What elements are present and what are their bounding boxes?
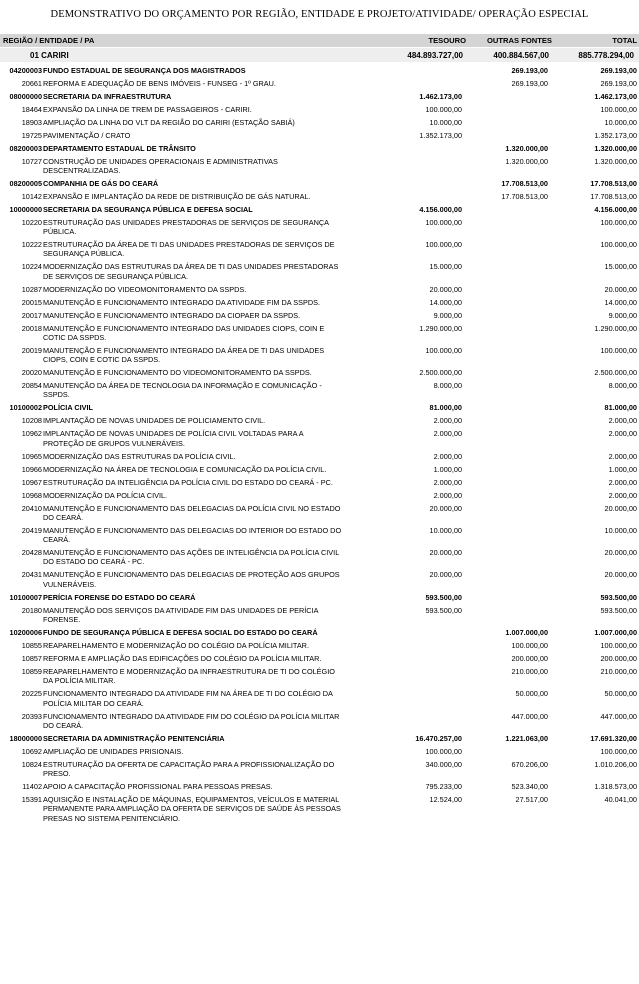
row-tesouro [342, 66, 462, 75]
row-total: 20.000,00 [604, 503, 637, 513]
row-tesouro: 2.000,00 [433, 429, 462, 439]
row-code: 10962 [21, 429, 42, 439]
row-tesouro: 15.000,00 [429, 262, 462, 272]
row-code: 10727 [21, 156, 42, 166]
row-total: 1.320.000,00 [594, 156, 637, 166]
project-row [0, 368, 639, 377]
row-outras-fontes: 100.000,00 [511, 641, 548, 650]
row-outras-fontes: 1.320.000,00 [505, 143, 548, 153]
row-total: 4.156.000,00 [594, 204, 637, 214]
row-outras-fontes [462, 747, 548, 756]
row-outras-fontes [462, 593, 548, 602]
row-description: CONSTRUÇÃO DE UNIDADES OPERACIONAIS E ADMINISTRATIVAS DESCENTRALIZADAS. [43, 156, 278, 175]
row-code: 20015 [21, 297, 42, 307]
row-code: 10824 [21, 759, 42, 769]
row-description: PERÍCIA FORENSE DO ESTADO DO CEARÁ [43, 592, 196, 602]
row-outras-fontes: 1.007.000,00 [505, 628, 548, 638]
row-tesouro: 100.000,00 [425, 240, 462, 250]
row-code: 20225 [21, 689, 42, 699]
row-total: 100.000,00 [600, 746, 637, 756]
row-outras-fontes [462, 403, 548, 412]
row-tesouro: 14.000,00 [429, 297, 462, 307]
row-outras-fontes [462, 105, 548, 114]
row-total: 2.000,00 [608, 416, 637, 426]
project-row [0, 381, 639, 400]
row-tesouro [342, 628, 462, 637]
row-code: 10857 [21, 653, 42, 663]
entity-row [0, 144, 639, 153]
project-row [0, 311, 639, 320]
row-description: MANUTENÇÃO E FUNCIONAMENTO INTEGRADO DAS UNIDADES CIOPS, COIN E COTIC DA SSPDS. [43, 323, 325, 342]
row-code: 20419 [21, 525, 42, 535]
row-description: IMPLANTAÇÃO DE NOVAS UNIDADES DE POLICIAMENTO CIVIL. [43, 416, 266, 426]
row-outras-fontes [462, 465, 548, 474]
row-description: MANUTENÇÃO DA ÁREA DE TECNOLOGIA DA INFORMAÇÃO E COMUNICAÇÃO - SSPDS. [43, 381, 322, 400]
row-outras-fontes: 200.000,00 [511, 653, 548, 663]
project-row [0, 465, 639, 474]
region-name: 01 CARIRI [30, 50, 69, 60]
row-outras-fontes: 523.340,00 [511, 782, 548, 792]
entity-row [0, 593, 639, 602]
row-total: 1.010.206,00 [594, 759, 637, 769]
row-total: 17.691.320,00 [590, 733, 637, 743]
row-tesouro: 2.000,00 [433, 477, 462, 487]
row-code: 15391 [21, 795, 42, 805]
row-outras-fontes [462, 118, 548, 127]
row-description: MODERNIZAÇÃO DAS ESTRUTURAS DA POLÍCIA CIVIL. [43, 451, 236, 461]
row-code: 10855 [21, 641, 42, 650]
row-description: ESTRUTURAÇÃO DA OFERTA DE CAPACITAÇÃO PARA A PROFISSIONALIZAÇÃO DO PRESO. [43, 759, 335, 779]
row-code: 10287 [21, 284, 42, 294]
row-outras-fontes [462, 324, 548, 343]
row-total: 20.000,00 [604, 284, 637, 294]
row-description: SECRETARIA DA SEGURANÇA PÚBLICA E DEFESA SOCIAL [43, 204, 253, 214]
row-description: FUNCIONAMENTO INTEGRADO DA ATIVIDADE FIM DO COLÉGIO DA POLÍCIA MILITAR DO CEARÁ. [43, 711, 340, 730]
project-row [0, 416, 639, 425]
row-outras-fontes [462, 452, 548, 461]
row-description: MANUTENÇÃO E FUNCIONAMENTO INTEGRADO DA CIOPAER DA SSPDS. [43, 310, 301, 320]
row-description: SECRETARIA DA ADMINISTRAÇÃO PENITENCIÁRIA [43, 733, 225, 743]
entity-row [0, 179, 639, 188]
project-row [0, 712, 639, 731]
row-total: 2.000,00 [608, 490, 637, 500]
row-outras-fontes [462, 416, 548, 425]
row-description: IMPLANTAÇÃO DE NOVAS UNIDADES DE POLÍCIA CIVIL VOLTADAS PARA A PROTEÇÃO DE GRUPOS VULNERÁVEIS. [43, 429, 304, 448]
row-code: 18903 [21, 117, 42, 127]
row-code: 20393 [21, 711, 42, 721]
row-description: MANUTENÇÃO DOS SERVIÇOS DA ATIVIDADE FIM DAS UNIDADES DE PERÍCIA FORENSE. [43, 605, 319, 625]
row-outras-fontes: 269.193,00 [511, 78, 548, 88]
row-total: 1.462.173,00 [594, 91, 637, 101]
row-description: SECRETARIA DA INFRAESTRUTURA [43, 91, 172, 101]
row-tesouro: 16.470.257,00 [415, 733, 462, 743]
row-outras-fontes [462, 262, 548, 281]
project-row [0, 240, 639, 259]
row-tesouro: 20.000,00 [429, 503, 462, 513]
row-total: 1.352.173,00 [594, 130, 637, 140]
row-tesouro: 1.000,00 [433, 464, 462, 474]
row-tesouro: 795.233,00 [425, 782, 462, 792]
row-outras-fontes [462, 570, 548, 589]
row-outras-fontes [462, 218, 548, 237]
row-tesouro [342, 654, 462, 663]
row-description: POLÍCIA CIVIL [43, 403, 93, 413]
row-code: 10100007 [9, 592, 42, 602]
row-code: 08200003 [9, 143, 42, 153]
header-outras-fontes: OUTRAS FONTES [487, 36, 552, 45]
row-outras-fontes [462, 504, 548, 523]
row-outras-fontes: 17.708.513,00 [501, 178, 548, 188]
row-description: MANUTENÇÃO E FUNCIONAMENTO DO VIDEOMONITORAMENTO DA SSPDS. [43, 368, 312, 378]
row-total: 100.000,00 [600, 217, 637, 227]
header-total: TOTAL [612, 36, 637, 45]
project-row [0, 606, 639, 625]
row-outras-fontes: 1.320.000,00 [505, 156, 548, 166]
row-tesouro: 10.000,00 [429, 525, 462, 535]
project-row [0, 760, 639, 779]
row-total: 200.000,00 [600, 653, 637, 663]
row-tesouro [342, 79, 462, 88]
row-total: 10.000,00 [604, 525, 637, 535]
row-tesouro: 2.000,00 [433, 451, 462, 461]
project-row [0, 157, 639, 176]
row-total: 1.320.000,00 [594, 143, 637, 153]
row-outras-fontes [462, 298, 548, 307]
row-tesouro: 1.352.173,00 [419, 130, 462, 140]
header-name: REGIÃO / ENTIDADE / PA [3, 36, 95, 45]
project-row [0, 504, 639, 523]
row-total: 10.000,00 [604, 117, 637, 127]
row-tesouro: 100.000,00 [425, 104, 462, 114]
row-description: FUNDO DE SEGURANÇA PÚBLICA E DEFESA SOCIAL DO ESTADO DO CEARÁ [43, 628, 318, 638]
row-code: 18464 [21, 104, 42, 114]
row-tesouro: 100.000,00 [425, 746, 462, 756]
project-row [0, 654, 639, 663]
row-description: REFORMA E ADEQUAÇÃO DE BENS IMÓVEIS - FUNSEG - 1º GRAU. [43, 78, 276, 88]
row-tesouro: 1.462.173,00 [419, 91, 462, 101]
row-description: FUNDO ESTADUAL DE SEGURANÇA DOS MAGISTRADOS [43, 65, 246, 75]
row-total: 210.000,00 [600, 666, 637, 676]
row-description: PAVIMENTAÇÃO / CRATO [43, 130, 131, 140]
row-code: 10220 [21, 217, 42, 227]
row-total: 269.193,00 [600, 65, 637, 75]
row-total: 8.000,00 [608, 381, 637, 391]
row-code: 19725 [21, 130, 42, 140]
row-outras-fontes [462, 606, 548, 625]
row-code: 10100002 [9, 403, 42, 413]
row-tesouro [342, 179, 462, 188]
row-code: 08200005 [9, 178, 42, 188]
row-code: 20019 [21, 345, 42, 355]
row-outras-fontes [462, 131, 548, 140]
row-tesouro: 100.000,00 [425, 217, 462, 227]
row-outras-fontes: 27.517,00 [515, 795, 548, 805]
row-code: 10692 [21, 746, 42, 756]
row-total: 593.500,00 [600, 605, 637, 615]
row-code: 10967 [21, 477, 42, 487]
row-description: AQUISIÇÃO E INSTALAÇÃO DE MÁQUINAS, EQUIPAMENTOS, VEÍCULOS E MATERIAL PERMANENTE PARA AMPLIAÇÃO DA OFERTA DE SERVIÇOS DE SAÚDE ÀS PESSOAS PRESAS NO SISTEMA PENITENCIÁRIO. [43, 795, 341, 823]
row-total: 1.007.000,00 [594, 628, 637, 638]
row-tesouro: 20.000,00 [429, 284, 462, 294]
row-total: 17.708.513,00 [590, 178, 637, 188]
row-tesouro: 8.000,00 [433, 381, 462, 391]
row-code: 20431 [21, 570, 42, 580]
row-total: 593.500,00 [600, 592, 637, 602]
row-code: 10966 [21, 464, 42, 474]
row-code: 20018 [21, 323, 42, 333]
region-total: 885.778.294,00 [578, 50, 634, 60]
row-total: 1.000,00 [608, 464, 637, 474]
row-code: 20017 [21, 310, 42, 320]
project-row [0, 641, 639, 650]
row-description: MODERNIZAÇÃO NA ÁREA DE TECNOLOGIA E COMUNICAÇÃO DA POLÍCIA CIVIL. [43, 464, 327, 474]
row-total: 100.000,00 [600, 641, 637, 650]
row-description: REFORMA E AMPLIAÇÃO DAS EDIFICAÇÕES DO COLÉGIO DA POLÍCIA MILITAR. [43, 653, 322, 663]
row-tesouro: 593.500,00 [425, 605, 462, 615]
row-code: 20410 [21, 503, 42, 513]
row-tesouro [342, 192, 462, 201]
row-description: COMPANHIA DE GÁS DO CEARÁ [43, 178, 159, 188]
row-description: EXPANSÃO E IMPLANTAÇÃO DA REDE DE DISTRIBUIÇÃO DE GÁS NATURAL. [43, 191, 311, 201]
row-total: 100.000,00 [600, 240, 637, 250]
row-code: 20661 [21, 78, 42, 88]
row-description: MODERNIZAÇÃO DAS ESTRUTURAS DA ÁREA DE TI DAS UNIDADES PRESTADORAS DE SERVIÇOS DE SEGURANÇA PÚBLICA. [43, 262, 339, 281]
row-tesouro: 4.156.000,00 [419, 204, 462, 214]
row-code: 10965 [21, 451, 42, 461]
project-row [0, 452, 639, 461]
row-description: MANUTENÇÃO E FUNCIONAMENTO DAS DELEGACIAS DE PROTEÇÃO AOS GRUPOS VULNERÁVEIS. [43, 570, 340, 589]
project-row [0, 491, 639, 500]
row-description: ESTRUTURAÇÃO DA INTELIGÊNCIA DA POLÍCIA CIVIL DO ESTADO DO CEARÁ - PC. [43, 477, 333, 487]
project-row [0, 79, 639, 88]
row-outras-fontes [462, 368, 548, 377]
row-total: 1.318.573,00 [594, 782, 637, 792]
row-outras-fontes [462, 429, 548, 448]
project-row [0, 192, 639, 201]
row-code: 10142 [21, 191, 42, 201]
row-outras-fontes: 210.000,00 [511, 666, 548, 676]
row-total: 269.193,00 [600, 78, 637, 88]
row-code: 08000000 [9, 91, 42, 101]
row-code: 11402 [22, 782, 42, 792]
row-outras-fontes [462, 285, 548, 294]
row-code: 20020 [21, 368, 42, 378]
row-tesouro: 2.000,00 [433, 416, 462, 426]
project-row [0, 689, 639, 708]
project-row [0, 667, 639, 686]
row-tesouro: 2.500.000,00 [419, 368, 462, 378]
project-row [0, 285, 639, 294]
row-tesouro [342, 689, 462, 708]
project-row [0, 429, 639, 448]
entity-row [0, 66, 639, 75]
row-total: 447.000,00 [600, 711, 637, 721]
row-outras-fontes [462, 240, 548, 259]
row-outras-fontes [462, 478, 548, 487]
row-tesouro: 340.000,00 [425, 759, 462, 769]
entity-row [0, 92, 639, 101]
project-row [0, 782, 639, 791]
row-total: 100.000,00 [600, 104, 637, 114]
row-total: 17.708.513,00 [590, 191, 637, 201]
row-code: 20854 [21, 381, 42, 391]
project-row [0, 218, 639, 237]
row-total: 2.500.000,00 [594, 368, 637, 378]
project-row [0, 747, 639, 756]
row-tesouro: 20.000,00 [429, 570, 462, 580]
project-row [0, 118, 639, 127]
row-outras-fontes [462, 311, 548, 320]
row-tesouro [342, 144, 462, 153]
table-header [0, 34, 639, 47]
row-description: MANUTENÇÃO E FUNCIONAMENTO INTEGRADO DA ATIVIDADE FIM DA SSPDS. [43, 297, 321, 307]
row-outras-fontes [462, 346, 548, 365]
row-code: 10200006 [9, 628, 42, 638]
row-tesouro: 593.500,00 [425, 592, 462, 602]
entity-row [0, 734, 639, 743]
row-outras-fontes: 50.000,00 [515, 689, 548, 699]
row-outras-fontes [462, 92, 548, 101]
row-tesouro: 20.000,00 [429, 548, 462, 558]
project-row [0, 346, 639, 365]
row-description: AMPLIAÇÃO DA LINHA DO VLT DA REGIÃO DO CARIRI (ESTAÇÃO SABIÁ) [43, 117, 295, 127]
document-title: DEMONSTRATIVO DO ORÇAMENTO POR REGIÃO, ENTIDADE E PROJETO/ATIVIDADE/ OPERAÇÃO ESPECIAL [50, 9, 589, 20]
row-code: 10968 [21, 490, 42, 500]
row-total: 2.000,00 [608, 451, 637, 461]
row-outras-fontes: 1.221.063,00 [505, 733, 548, 743]
row-tesouro [342, 157, 462, 176]
row-total: 40.041,00 [604, 795, 637, 805]
row-code: 20428 [21, 548, 42, 558]
budget-table-body [0, 66, 639, 823]
row-description: REAPARELHAMENTO E MODERNIZAÇÃO DO COLÉGIO DA POLÍCIA MILITAR. [43, 641, 309, 650]
header-tesouro: TESOURO [428, 36, 466, 45]
row-code: 18000000 [9, 733, 42, 743]
row-description: MANUTENÇÃO E FUNCIONAMENTO DAS AÇÕES DE INTELIGÊNCIA DA POLÍCIA CIVIL DO ESTADO DO CEARÁ - PC. [43, 548, 339, 567]
row-description: AMPLIAÇÃO DE UNIDADES PRISIONAIS. [43, 746, 184, 756]
row-description: MANUTENÇÃO E FUNCIONAMENTO DAS DELEGACIAS DA POLÍCIA CIVIL NO ESTADO DO CEARÁ. [43, 503, 341, 522]
row-total: 1.290.000,00 [594, 323, 637, 333]
entity-row [0, 628, 639, 637]
row-description: MANUTENÇÃO E FUNCIONAMENTO DAS DELEGACIAS DO INTERIOR DO ESTADO DO CEARÁ. [43, 525, 342, 545]
row-total: 100.000,00 [600, 345, 637, 355]
row-tesouro: 9.000,00 [433, 310, 462, 320]
row-total: 2.000,00 [608, 429, 637, 439]
row-tesouro: 100.000,00 [425, 345, 462, 355]
row-outras-fontes: 670.206,00 [511, 759, 548, 769]
row-total: 9.000,00 [608, 310, 637, 320]
row-code: 04200003 [9, 65, 42, 75]
row-tesouro: 2.000,00 [433, 490, 462, 500]
project-row [0, 105, 639, 114]
row-total: 15.000,00 [604, 262, 637, 272]
row-tesouro [342, 641, 462, 650]
row-code: 10224 [21, 262, 42, 272]
row-code: 10859 [21, 666, 42, 676]
row-total: 2.000,00 [608, 477, 637, 487]
project-row [0, 298, 639, 307]
row-outras-fontes: 17.708.513,00 [501, 191, 548, 201]
row-outras-fontes [462, 526, 548, 545]
row-total: 81.000,00 [604, 403, 637, 413]
row-description: MODERNIZAÇÃO DA POLÍCIA CIVIL. [43, 490, 168, 500]
row-code: 10000000 [9, 204, 42, 214]
row-outras-fontes: 269.193,00 [511, 65, 548, 75]
project-row [0, 262, 639, 281]
row-outras-fontes [462, 491, 548, 500]
row-tesouro: 81.000,00 [429, 403, 462, 413]
row-total: 20.000,00 [604, 570, 637, 580]
row-description: APOIO A CAPACITAÇÃO PROFISSIONAL PARA PESSOAS PRESAS. [43, 782, 273, 792]
row-description: REAPARELHAMENTO E MODERNIZAÇÃO DA INFRAESTRUTURA DE TI DO COLÉGIO DA POLÍCIA MILITAR. [43, 666, 335, 686]
row-description: ESTRUTURAÇÃO DAS UNIDADES PRESTADORAS DE SERVIÇOS DE SEGURANÇA PÚBLICA. [43, 217, 329, 237]
project-row [0, 526, 639, 545]
region-outras: 400.884.567,00 [493, 50, 549, 60]
project-row [0, 478, 639, 487]
project-row [0, 548, 639, 567]
row-total: 50.000,00 [604, 689, 637, 699]
row-description: EXPANSÃO DA LINHA DE TREM DE PASSAGEIROS - CARIRI. [43, 104, 252, 114]
row-description: DEPARTAMENTO ESTADUAL DE TRÂNSITO [43, 143, 196, 153]
row-code: 10222 [21, 240, 42, 250]
row-description: MODERNIZAÇÃO DO VIDEOMONITORAMENTO DA SSPDS. [43, 284, 247, 294]
row-code: 20180 [21, 605, 42, 615]
row-tesouro: 10.000,00 [429, 117, 462, 127]
row-total: 14.000,00 [604, 297, 637, 307]
project-row [0, 795, 639, 823]
project-row [0, 131, 639, 140]
project-row [0, 570, 639, 589]
region-row [0, 48, 639, 62]
row-tesouro: 1.290.000,00 [419, 323, 462, 333]
row-description: ESTRUTURAÇÃO DA ÁREA DE TI DAS UNIDADES PRESTADORAS DE SERVIÇOS DE SEGURANÇA PÚBLICA. [43, 240, 335, 259]
row-tesouro: 12.524,00 [429, 795, 462, 805]
row-outras-fontes: 447.000,00 [511, 711, 548, 721]
entity-row [0, 205, 639, 214]
row-outras-fontes [462, 205, 548, 214]
region-tesouro: 484.893.727,00 [407, 50, 463, 60]
row-total: 20.000,00 [604, 548, 637, 558]
row-tesouro [342, 712, 462, 731]
project-row [0, 324, 639, 343]
row-tesouro [342, 667, 462, 686]
row-outras-fontes [462, 548, 548, 567]
row-outras-fontes [462, 381, 548, 400]
entity-row [0, 403, 639, 412]
row-description: FUNCIONAMENTO INTEGRADO DA ATIVIDADE FIM NA ÁREA DE TI DO COLÉGIO DA POLÍCIA MILITAR DO CEARÁ. [43, 689, 333, 708]
row-code: 10208 [21, 416, 42, 426]
row-description: MANUTENÇÃO E FUNCIONAMENTO INTEGRADO DA ÁREA DE TI DAS UNIDADES CIOPS, COIN E COTIC DA SSPDS. [43, 345, 325, 365]
